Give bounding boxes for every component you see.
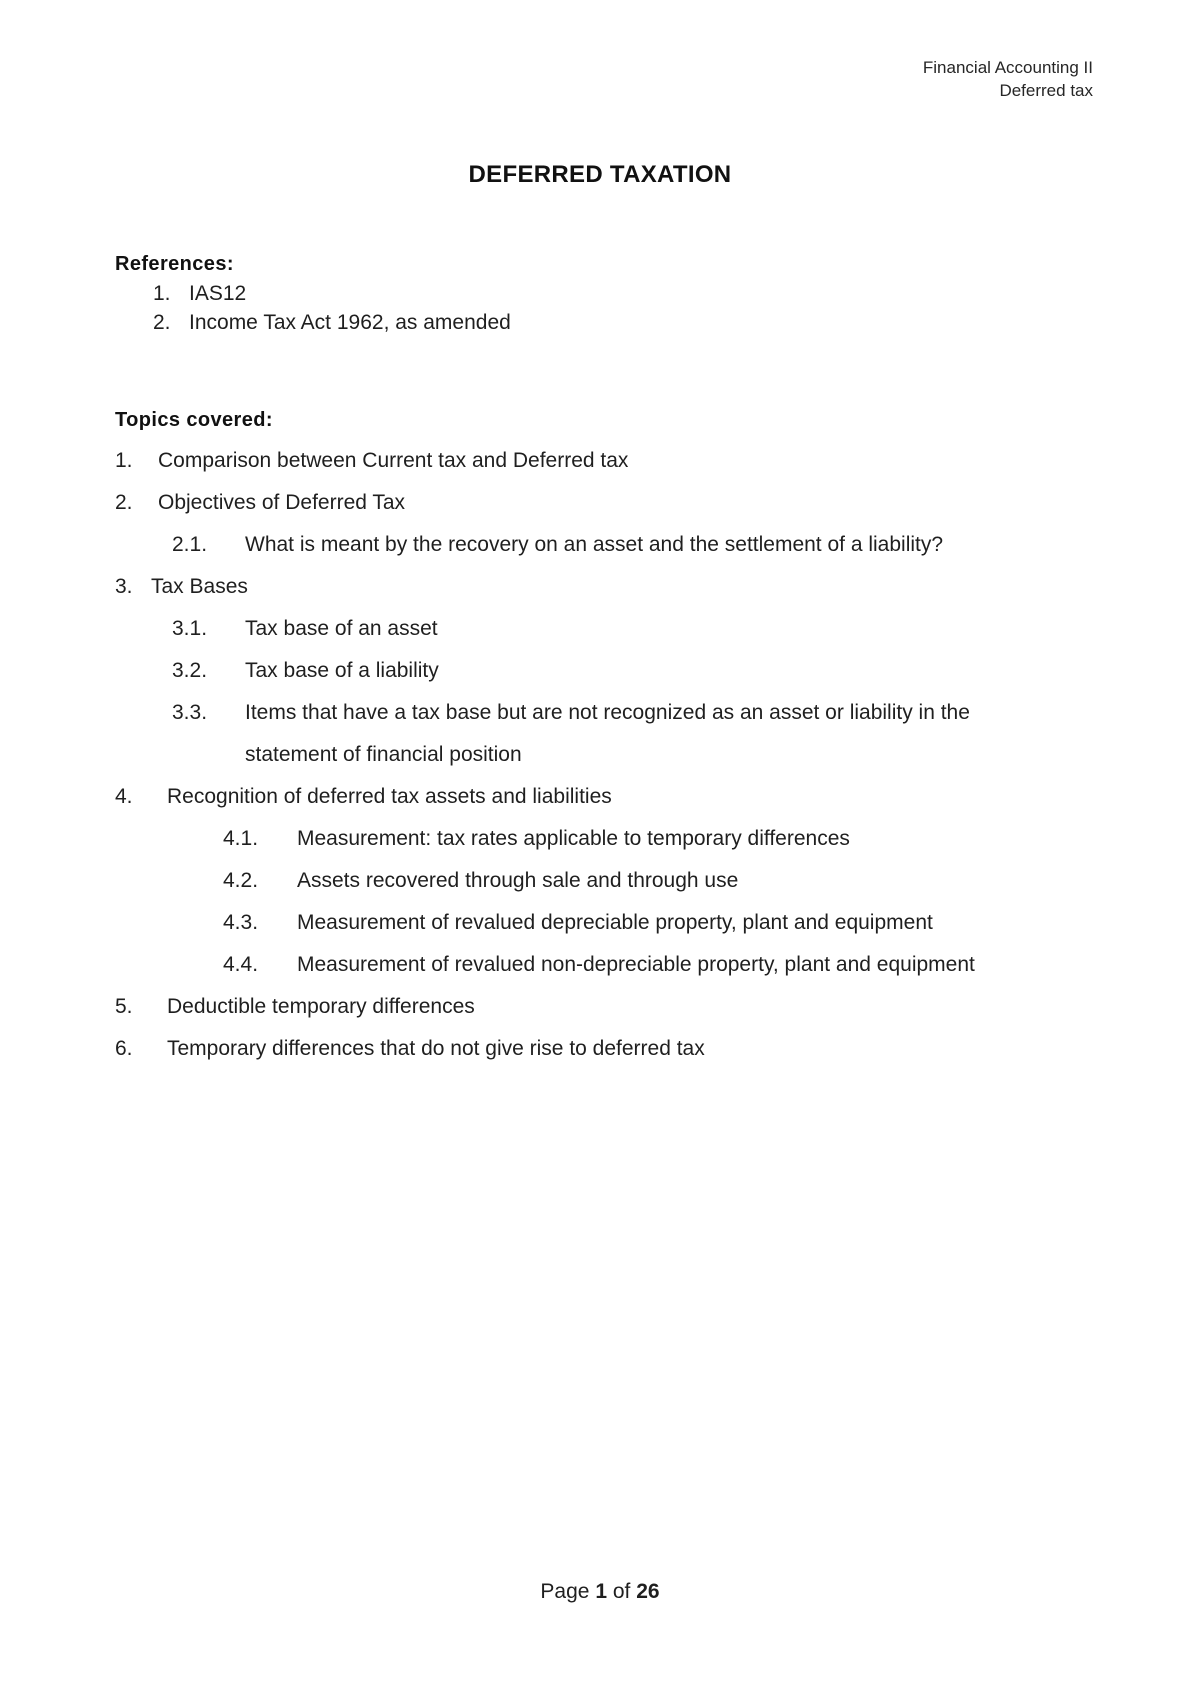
topic-number: 4.	[115, 785, 133, 808]
subtopic-number: 3.3.	[172, 701, 208, 724]
reference-text: Income Tax Act 1962, as amended	[189, 311, 511, 334]
subtopic-text: Items that have a tax base but are not recognized as an asset or liability in the	[245, 701, 970, 724]
topic-number: 6.	[115, 1037, 133, 1060]
topic-number: 1.	[115, 449, 133, 472]
footer-of-word: of	[612, 1580, 631, 1603]
subtopic-number: 4.4.	[223, 953, 259, 976]
footer-total-pages: 26	[636, 1580, 660, 1603]
running-header	[923, 56, 1093, 102]
subtopic-text: Measurement of revalued non-depreciable property, plant and equipment	[297, 953, 975, 976]
document-title: DEFERRED TAXATION	[468, 161, 732, 188]
topic-number: 5.	[115, 995, 133, 1018]
subtopic-number: 3.2.	[172, 659, 208, 682]
topic-text: Deductible temporary differences	[167, 995, 475, 1018]
footer-page-word: Page	[540, 1580, 590, 1603]
subtopic-number: 4.1.	[223, 827, 259, 850]
references-heading: References:	[115, 253, 234, 275]
subtopic-text: What is meant by the recovery on an asset and the settlement of a liability?	[245, 533, 944, 556]
topic-text: Comparison between Current tax and Deferred tax	[158, 449, 629, 472]
reference-number: 1.	[153, 282, 171, 305]
topic-number: 2.	[115, 491, 133, 514]
topic-text: Objectives of Deferred Tax	[158, 491, 406, 514]
subtopic-text: Assets recovered through sale and through use	[297, 869, 739, 892]
topic-number: 3.	[115, 575, 133, 598]
subtopic-number: 2.1.	[172, 533, 208, 556]
topic-text: Temporary differences that do not give rise to deferred tax	[167, 1037, 705, 1060]
topics-heading: Topics covered:	[115, 409, 273, 431]
header-chapter: Deferred tax	[999, 81, 1093, 100]
header-course: Financial Accounting II	[922, 58, 1093, 77]
reference-text: IAS12	[189, 282, 247, 305]
subtopic-text: Tax base of an asset	[245, 617, 438, 640]
subtopic-number: 4.2.	[223, 869, 259, 892]
subtopic-number: 4.3.	[223, 911, 259, 934]
subtopic-text: Measurement of revalued depreciable property, plant and equipment	[297, 911, 933, 934]
reference-number: 2.	[153, 311, 171, 334]
subtopic-text: Tax base of a liability	[245, 659, 439, 682]
subtopic-text: statement of financial position	[245, 743, 522, 766]
footer-current-page: 1	[595, 1580, 607, 1603]
subtopic-text: Measurement: tax rates applicable to temporary differences	[297, 827, 850, 850]
page-footer	[0, 1580, 1200, 1604]
subtopic-number: 3.1.	[172, 617, 208, 640]
topic-text: Recognition of deferred tax assets and liabilities	[167, 785, 612, 808]
topic-text: Tax Bases	[151, 575, 248, 598]
